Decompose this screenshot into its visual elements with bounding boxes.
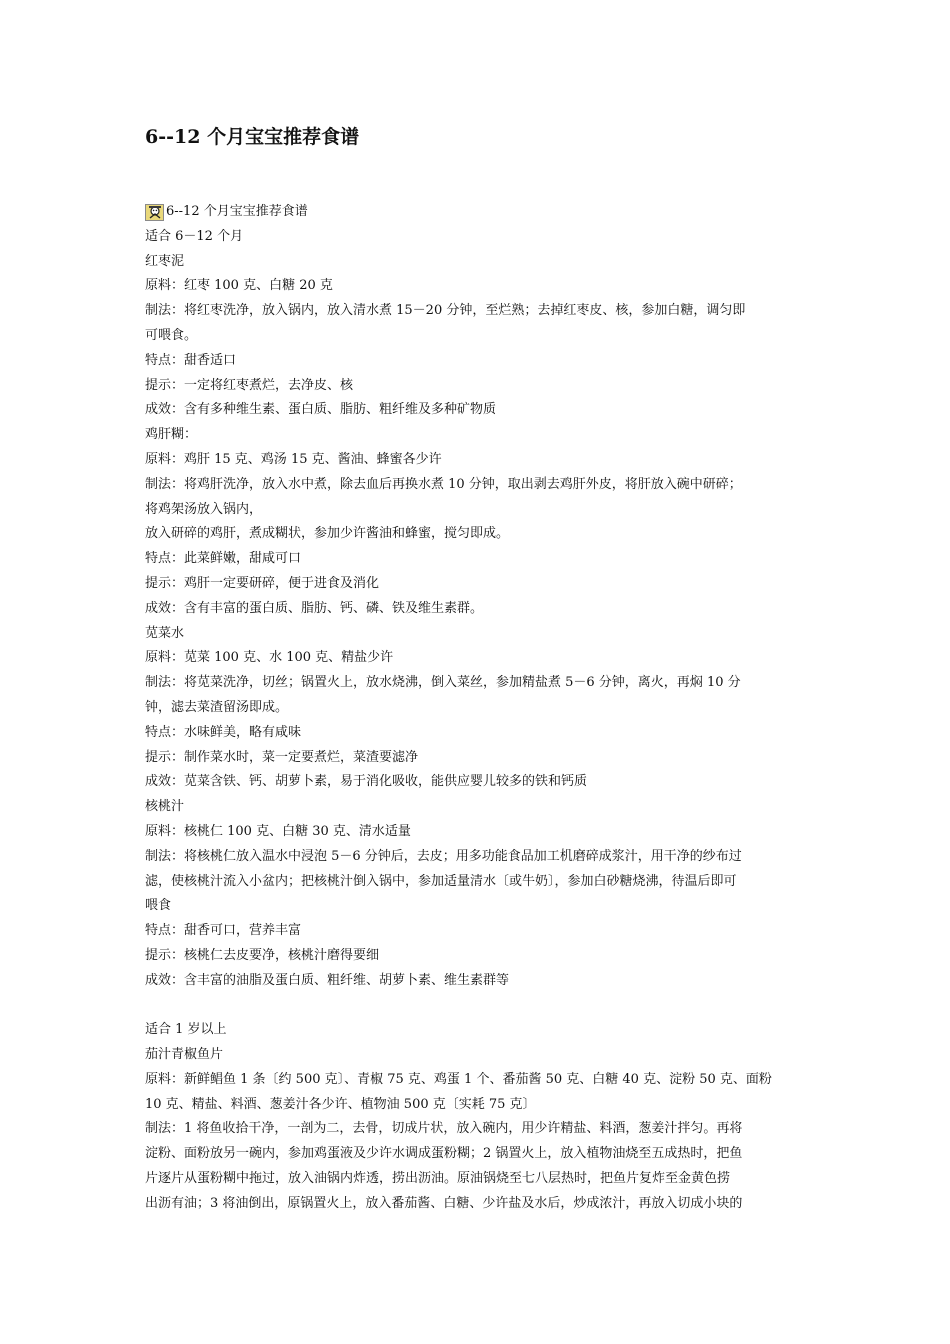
text-line: 淀粉、面粉放另一碗内，参加鸡蛋液及少许水调成蛋粉糊；2 锅置火上，放入植物油烧至五成热时，把鱼 (145, 1146, 743, 1162)
recipe-heading-line (145, 200, 810, 225)
text-line: 成效：苋菜含铁、钙、胡萝卜素，易于消化吸收，能供应婴儿较多的铁和钙质 (145, 774, 588, 790)
text-line: 茄汁青椒鱼片 (145, 1047, 224, 1063)
document-body (145, 200, 810, 1217)
text-line: 制法：将苋菜洗净，切丝；锅置火上，放水烧沸，倒入菜丝，参加精盐煮 5－6 分钟，离火，再焖 10 分 (145, 675, 741, 691)
recipes-6-12-months (145, 225, 810, 994)
text-line: 成效：含有多种维生素、蛋白质、脂肪、粗纤维及多种矿物质 (145, 402, 497, 418)
page-title-text: 个月宝宝推荐食谱 (207, 126, 360, 148)
text-line: 特点：甜香可口，营养丰富 (145, 923, 302, 939)
text-line: 喂食 (145, 898, 172, 914)
text-line: 滤，使核桃汁流入小盆内；把核桃汁倒入锅中，参加适量清水〔或牛奶〕，参加白砂糖烧沸，待温后即可 (145, 873, 737, 889)
text-line: 可喂食。 (145, 327, 198, 343)
text-line: 适合 6－12 个月 (145, 228, 244, 244)
text-line: 核桃汁 (145, 799, 185, 815)
text-line: 原料：鸡肝 15 克、鸡汤 15 克、酱油、蜂蜜各少许 (145, 451, 442, 467)
text-line: 原料：核桃仁 100 克、白糖 30 克、清水适量 (145, 823, 411, 839)
text-line: 特点：此菜鲜嫩，甜咸可口 (145, 551, 302, 567)
text-line: 制法：将鸡肝洗净，放入水中煮，除去血后再换水煮 10 分钟，取出剥去鸡肝外皮，将肝放入碗中研碎； (145, 476, 742, 492)
text-line: 出沥有油；3 将油倒出，原锅置火上，放入番茄酱、白糖、少许盐及水后，炒成浓汁，再放入切成小块的 (145, 1195, 743, 1211)
text-line: 提示：一定将红枣煮烂，去净皮、核 (145, 377, 354, 393)
text-line: 钟，滤去菜渣留汤即成。 (145, 699, 289, 715)
text-line: 原料：新鲜鲳鱼 1 条〔约 500 克〕、青椒 75 克、鸡蛋 1 个、番茄酱 50 克、白糖 40 克、淀粉 50 克、面粉 (145, 1071, 772, 1087)
page-title (145, 124, 359, 150)
recipes-1-year-plus (145, 1018, 810, 1216)
text-line: 制法：1 将鱼收拾干净，一剖为二，去骨，切成片状，放入碗内，用少许精盐、料酒，葱姜汁拌匀。再将 (145, 1121, 743, 1137)
text-line: 成效：含有丰富的蛋白质、脂肪、钙、磷、铁及维生素群。 (145, 600, 484, 616)
text-line: 提示：制作菜水时，菜一定要煮烂，菜渣要滤净 (145, 749, 419, 765)
text-line: 原料：红枣 100 克、白糖 20 克 (145, 278, 333, 294)
text-line: 提示：核桃仁去皮要净，核桃汁磨得要细 (145, 947, 380, 963)
text-line: 制法：将红枣洗净，放入锅内，放入清水煮 15－20 分钟，至烂熟；去掉红枣皮、核，参加白糖，调匀即 (145, 303, 746, 319)
text-line: 苋菜水 (145, 625, 185, 641)
text-line: 片逐片从蛋粉糊中拖过，放入油锅内炸透，捞出沥油。原油锅烧至七八层热时，把鱼片复炸至金黄色捞 (145, 1171, 731, 1187)
text-line: 适合 1 岁以上 (145, 1022, 227, 1038)
recipe-image-icon (145, 204, 164, 221)
text-line: 提示：鸡肝一定要研碎，便于进食及消化 (145, 575, 380, 591)
text-line: 鸡肝糊： (145, 427, 198, 443)
text-line: 原料：苋菜 100 克、水 100 克、精盐少许 (145, 650, 394, 666)
text-line: 制法：将核桃仁放入温水中浸泡 5－6 分钟后，去皮；用多功能食品加工机磨碎成浆汁，用干净的纱布过 (145, 848, 742, 864)
recipe-heading-text: 6--12 个月宝宝推荐食谱 (166, 204, 308, 219)
text-line: 10 克、精盐、料酒、葱姜汁各少许、植物油 500 克〔实耗 75 克〕 (145, 1096, 536, 1112)
text-line: 放入研碎的鸡肝，煮成糊状，参加少许酱油和蜂蜜，搅匀即成。 (145, 526, 510, 542)
text-line: 将鸡架汤放入锅内， (145, 501, 263, 517)
text-line: 红枣泥 (145, 253, 185, 269)
text-line: 特点：水味鲜美，略有咸味 (145, 724, 302, 740)
text-line: 特点：甜香适口 (145, 352, 237, 368)
text-line: 成效：含丰富的油脂及蛋白质、粗纤维、胡萝卜素、维生素群等 (145, 972, 510, 988)
page-title-number: 6--12 (145, 126, 201, 148)
section-gap (145, 994, 810, 1019)
